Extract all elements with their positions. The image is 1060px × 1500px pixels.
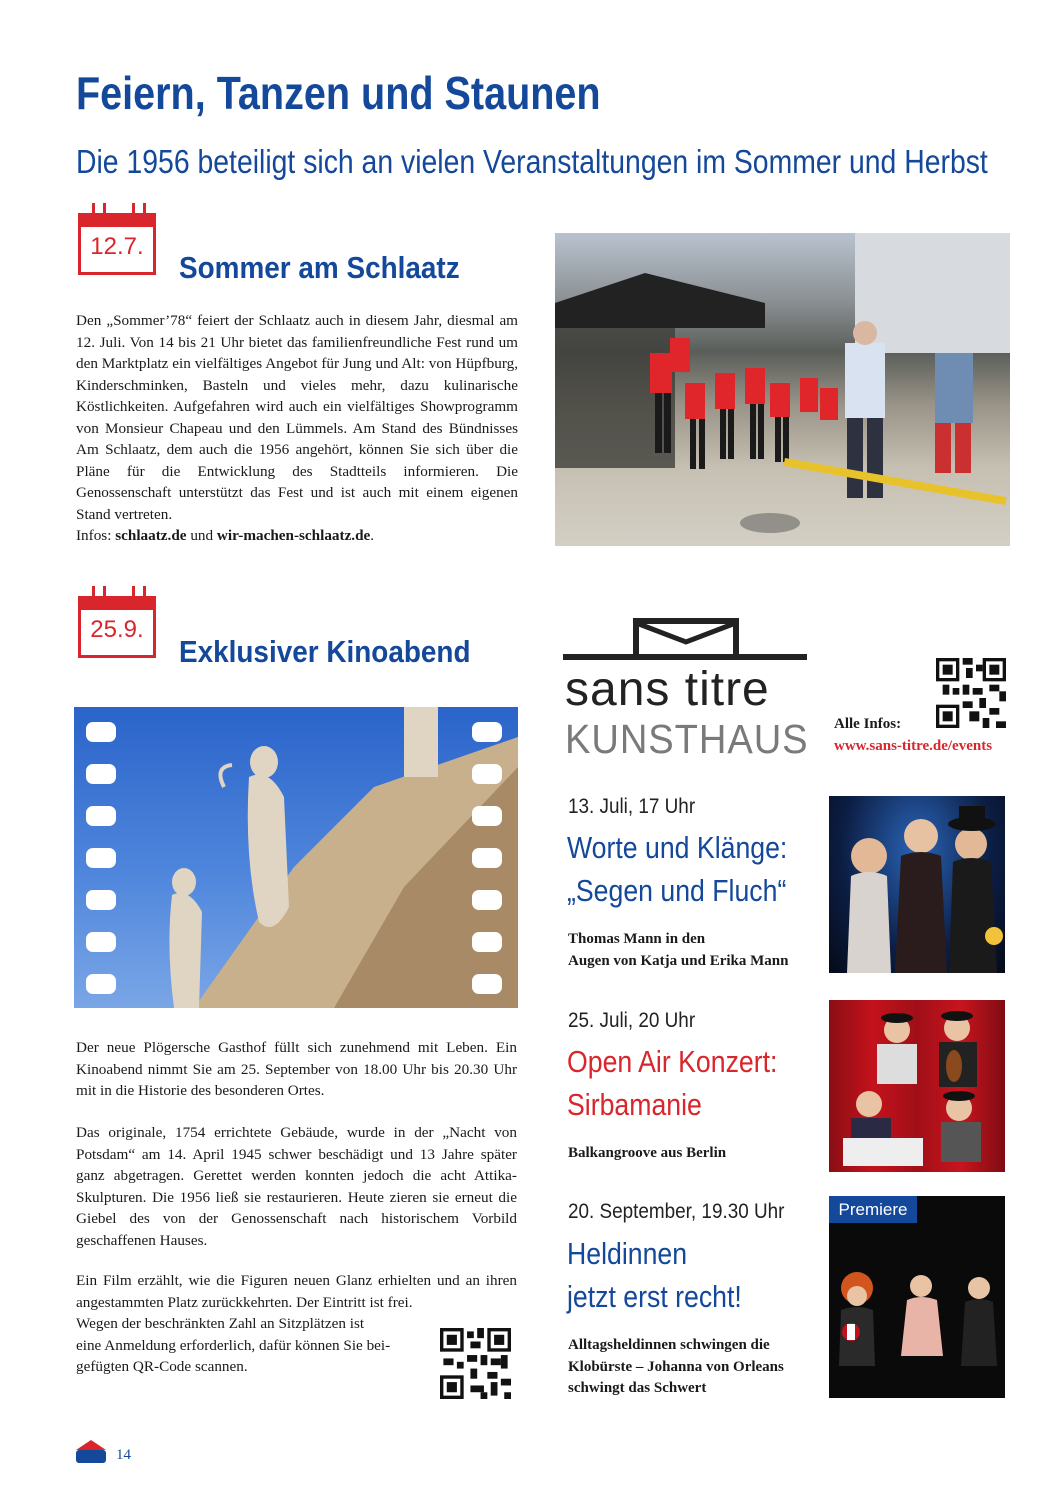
event-title: [567, 1232, 742, 1318]
event-date: 20. September, 19.30 Uhr: [568, 1200, 785, 1223]
event-date: 12.7.: [90, 233, 144, 260]
event-title-line: Worte und Klänge:: [567, 830, 788, 865]
text-line: gefügten QR-Code scannen.: [76, 1358, 248, 1375]
event-desc-line: Balkangroove aus Berlin: [568, 1145, 727, 1161]
schlaatz-paragraph: Den „Sommer’78“ feiert der Schlaatz auch in diesem Jahr, diesmal am 12. Juli. Von 14 bis 21 Uhr bietet das familienfreundliche Fest rund um den Marktplatz ein vielfältiges Angebot für Jung und Alt: von Hüpfburg, Kinderschminken, Basteln und vieles mehr, dazu kulinarische Köstlichkeiten. Aufgefahren wird auch ein vielfältiges Showprogramm von Monsieur Chapeau und den Lümmels. Am Stand des Bündnisses Am Schlaatz, dem auch die 1956 angehört, können Sie sich über die Pläne für die Entwicklung des Stadtteils informieren. Die Genossenschaft unterstützt das Fest und ist auch mit einem eigenen Stand vertreten.: [76, 312, 518, 523]
event-desc-line: Alltagsheldinnen schwingen die: [568, 1337, 770, 1353]
event-desc-line: schwingt das Schwert: [568, 1380, 707, 1396]
event-title-line: Sirbamanie: [567, 1087, 702, 1122]
section-title-schlaatz: Sommer am Schlaatz: [179, 250, 460, 285]
text-line: Wegen der beschränkten Zahl an Sitzplätzen ist: [76, 1315, 365, 1332]
link-wir-machen-schlaatz[interactable]: wir-machen-schlaatz.de: [216, 527, 371, 544]
event-title: [567, 1040, 777, 1126]
alle-infos-label: Alle Infos:: [834, 716, 902, 732]
page-number: 14: [116, 1447, 131, 1463]
festival-photo: [555, 233, 1010, 546]
logo-kunsthaus: KUNSTHAUS: [565, 716, 809, 762]
event-desc-line: Klobürste – Johanna von Orleans: [568, 1358, 784, 1375]
event-date: 13. Juli, 17 Uhr: [568, 795, 696, 818]
page-title: Feiern, Tanzen und Staunen: [76, 67, 601, 119]
calendar-icon: [78, 586, 162, 662]
text-line: eine Anmeldung erforderlich, dafür können Sie bei-: [76, 1336, 391, 1354]
house-logo-icon: [76, 1440, 106, 1464]
schlaatz-text: [76, 310, 518, 547]
kinoabend-text-3: Ein Film erzählt, wie die Figuren neuen Glanz erhielten und an ihren angestammten Platz zurückkehrten. Der Eintritt ist frei.: [76, 1272, 517, 1311]
logo-sans-titre: sans titre: [565, 663, 770, 716]
event-date: 25.9.: [90, 616, 144, 643]
qr-code-icon[interactable]: [440, 1328, 511, 1399]
calendar-icon: [78, 203, 162, 279]
event-photo-sirbamanie: [829, 1000, 1005, 1172]
event-title-line: Open Air Konzert:: [567, 1044, 778, 1079]
qr-code-icon[interactable]: [936, 658, 1006, 728]
link-schlaatz[interactable]: schlaatz.de: [115, 527, 187, 544]
infos-period: .: [370, 527, 375, 544]
page-subtitle: Die 1956 beteiligt sich an vielen Veranstaltungen im Sommer und Herbst: [76, 143, 988, 180]
sans-titre-url[interactable]: www.sans-titre.de/events: [834, 738, 993, 754]
infos-label: Infos:: [76, 527, 116, 544]
kinoabend-text-2: Das originale, 1754 errichtete Gebäude, wurde in der „Nacht von Potsdam“ am 14. April 1945 schwer beschädigt und 13 Jahre später ganz abgetragen. Gerettet werden konnten jedoch die acht Attika-Skulpturen. Die 1956 ließ sie restaurieren. Heute zieren sie erneut die Giebel des von der Genossenschaft nach historischem Vorbild geschaffenen Hauses.: [76, 1124, 517, 1249]
event-description: [568, 929, 788, 972]
event-title-line: jetzt erst recht!: [567, 1279, 742, 1314]
statue-filmstrip-photo: [74, 707, 518, 1008]
event-photo-heldinnen: [829, 1196, 1005, 1398]
event-photo-worte: [829, 796, 1005, 973]
section-title-kinoabend: Exklusiver Kinoabend: [179, 634, 471, 669]
event-title-line: Heldinnen: [567, 1236, 688, 1271]
kinoabend-text-4: [76, 1313, 426, 1378]
event-description: [568, 1143, 726, 1165]
event-desc-line: Augen von Katja und Erika Mann: [568, 952, 789, 969]
kinoabend-text-1: Der neue Plögersche Gasthof füllt sich zunehmend mit Leben. Ein Kinoabend nimmt Sie am 25. September von 18.00 Uhr bis 20.30 Uhr mit in die Historie des besonderen Ortes.: [76, 1039, 517, 1099]
premiere-badge: Premiere: [829, 1196, 917, 1223]
infos-and: und: [186, 527, 217, 544]
event-description: [568, 1335, 784, 1400]
event-title-line: „Segen und Fluch“: [567, 873, 787, 908]
event-desc-line: Thomas Mann in den: [568, 931, 706, 947]
event-date: 25. Juli, 20 Uhr: [568, 1009, 696, 1032]
event-title: [567, 826, 787, 912]
sans-titre-logo: [563, 616, 813, 766]
